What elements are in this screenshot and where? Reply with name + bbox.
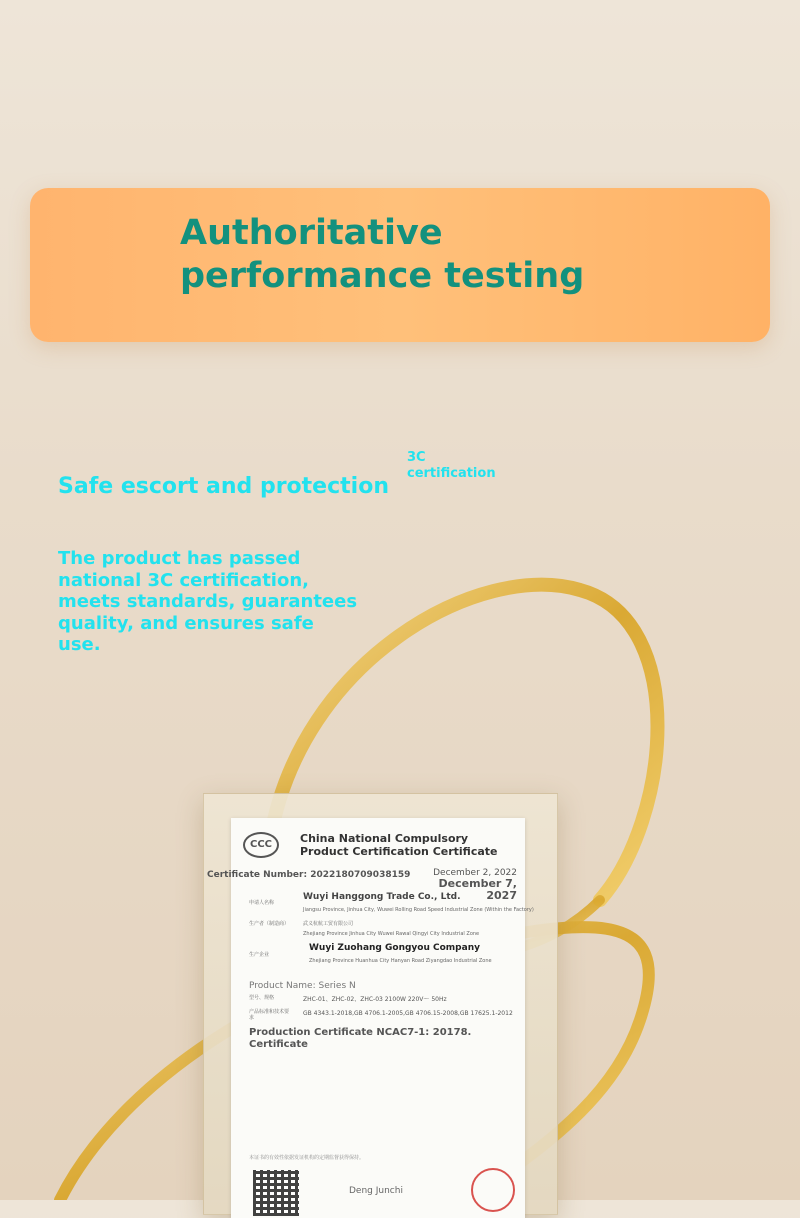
certification-tag: 3C certification	[407, 450, 496, 481]
certificate-title: China National Compulsory Product Certification Certificate	[300, 832, 498, 858]
expiry-date: December 7, 2027	[438, 877, 517, 902]
factory-address: Zhejiang Province Huanhua City Hanyan Road Ziyangdao Industrial Zone	[309, 958, 492, 964]
certificate-number: Certificate Number: 2022180709038159	[207, 870, 411, 880]
qr-code-icon	[253, 1170, 299, 1216]
issue-date: December 2, 2022	[433, 868, 517, 878]
model-value: ZHC-01、ZHC-02、ZHC-03 2100W 220V～ 50Hz	[303, 996, 447, 1003]
product-name: Product Name: Series N	[249, 981, 356, 991]
manufacturer-label: 生产者（制造商）	[249, 921, 290, 927]
factory-label: 生产企业	[249, 952, 270, 958]
manufacturer-name: 武义杭航工贸有限公司	[303, 921, 354, 927]
production-certificate: Production Certificate NCAC7-1: 20178. Certificate	[249, 1027, 472, 1050]
ccc-logo-icon: CCC	[243, 832, 279, 858]
signer-name: Deng Junchi	[349, 1186, 403, 1196]
banner-title: Authoritative performance testing	[180, 213, 585, 296]
applicant-address: Jiangsu Province, Jinhua City, Wuwei Rolling Road Speed Industrial Zone (Within the Factory)	[303, 907, 534, 913]
applicant-name: Wuyi Hanggong Trade Co., Ltd.	[303, 892, 461, 902]
headline: Safe escort and protection	[58, 474, 389, 499]
manufacturer-address: Zhejiang Province Jinhua City Wuwei Rawal Qingyi City Industrial Zone	[303, 931, 480, 937]
certificate-footer: 本证书的有效性依据发证机构的定期监督获得保持。	[249, 1155, 365, 1161]
factory-name: Wuyi Zuohang Gongyou Company	[309, 943, 480, 953]
description: The product has passed national 3C certification, meets standards, guarantees quality, and ensures safe use.	[58, 548, 358, 655]
certificate	[207, 818, 534, 1218]
title-banner	[30, 188, 770, 342]
standard-label: 产品标准和技术要求	[249, 1009, 290, 1021]
standard-value: GB 4343.1-2018,GB 4706.1-2005,GB 4706.15-2008,GB 17625.1-2012	[303, 1010, 513, 1017]
applicant-label: 申请人名称	[249, 900, 275, 906]
certificate-plaque	[203, 793, 558, 1215]
model-label: 型号、规格	[249, 995, 275, 1001]
red-seal-icon	[471, 1168, 515, 1212]
